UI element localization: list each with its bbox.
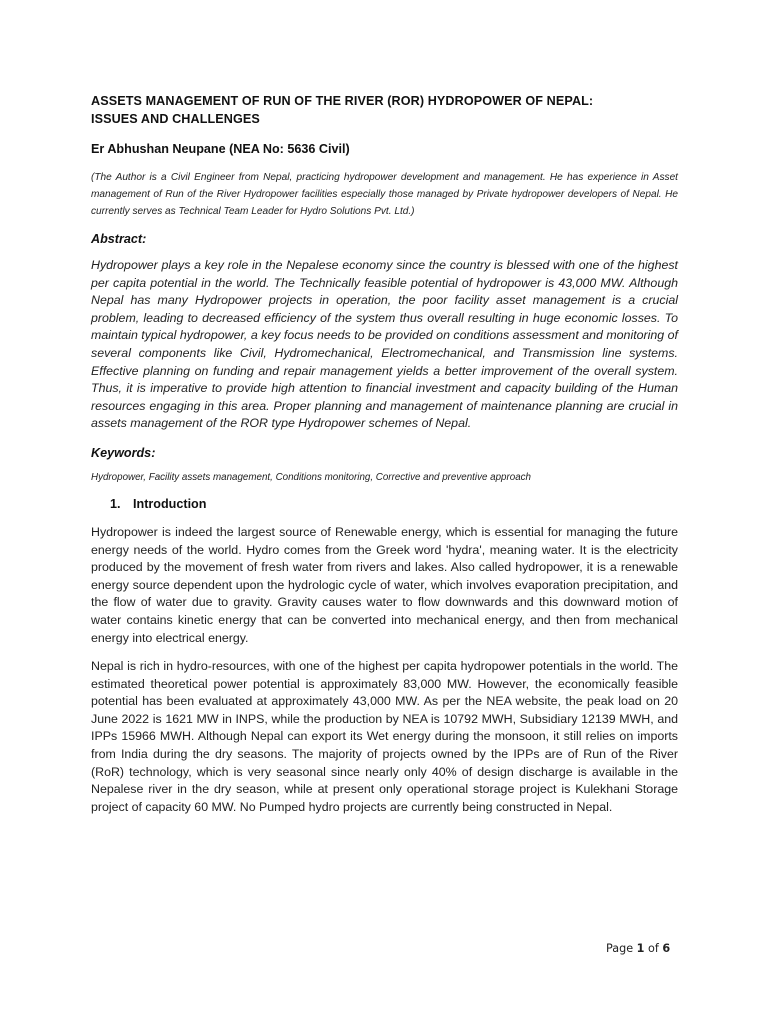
title-line-1: ASSETS MANAGEMENT OF RUN OF THE RIVER (ROR) HYDROPOWER OF NEPAL: <box>91 94 594 108</box>
author-note: (The Author is a Civil Engineer from Nepal, practicing hydropower development and management. He has experience in Asset management of Run of the River Hydropower facilities especially those managed by Private hydropower developers of Nepal. He currently serves as Technical Team Leader for Hydro Solutions Pvt. Ltd.) <box>91 172 678 217</box>
abstract-text: Hydropower plays a key role in the Nepalese economy since the country is blessed with one of the highest per capita potential in the world. The Technically feasible potential of hydropower is 43,000 MW. Although Nepal has many Hydropower projects in operation, the poor facility asset management is a crucial problem, leading to decreased efficiency of the system thus overall resulting in huge economic losses. To maintain typical hydropower, a key focus needs to be provided on conditions assessment and monitoring of several components like Civil, Hydromechanical, Electromechanical, and Transmission line systems. Effective planning on funding and repair management yields a better improvement of the overall system. Thus, it is imperative to provide high attention to financial investment and capacity building of the Human resources engaging in this area. Proper planning and management of maintenance planning are crucial in assets management of the ROR type Hydropower schemes of Nepal. <box>91 258 678 431</box>
of-label: of <box>648 942 659 955</box>
introduction-paragraph-2: Nepal is rich in hydro-resources, with one of the highest per capita hydropower potentials in the world. The estimated theoretical power potential is approximately 83,000 MW. However, the economically feasible potential has been evaluated at approximately 43,000 MW. As per the NEA website, the peak load on 20 June 2022 is 1621 MW in INPS, while the production by NEA is 10792 MWH, Subsidiary 12139 MWH, and IPPs 15966 MWH. Although Nepal can export its Wet energy during the monsoon, it still relies on imports from India during the dry seasons. The majority of projects owned by the IPPs are of Run of the River (RoR) technology, which is very seasonal since nearly only 40% of design discharge is available in the Nepalese river in the dry season, while at present only operational storage project is Kulekhani Storage project of capacity 60 MW. No Pumped hydro projects are currently being constructed in Nepal. <box>91 659 678 814</box>
title-line-2: ISSUES AND CHALLENGES <box>91 112 260 126</box>
section-number: 1. <box>110 496 121 511</box>
page-content <box>91 92 678 827</box>
page-label: Page <box>606 942 634 955</box>
keywords-heading: Keywords: <box>91 445 156 460</box>
section-title: Introduction <box>133 496 207 511</box>
total-pages: 6 <box>662 942 671 955</box>
document-title <box>91 92 678 128</box>
keywords-text: Hydropower, Facility assets management, Conditions monitoring, Corrective and preventive approach <box>91 471 531 483</box>
current-page: 1 <box>636 942 645 955</box>
page-number <box>606 942 670 955</box>
abstract-heading: Abstract: <box>91 232 147 246</box>
section-heading-introduction <box>110 496 678 512</box>
author-name: Er Abhushan Neupane (NEA No: 5636 Civil) <box>91 142 350 156</box>
introduction-paragraph-1: Hydropower is indeed the largest source of Renewable energy, which is essential for managing the future energy needs of the world. Hydro comes from the Greek word 'hydra', meaning water. It is the electricity produced by the movement of fresh water from rivers and lakes. Also called hydropower, it is a renewable energy source dependent upon the hydrologic cycle of water, which involves evaporation precipitation, and the flow of water due to gravity. Gravity causes water to flow downwards and this downward motion of water contains kinetic energy that can be converted into mechanical energy, and then from mechanical energy into electrical energy. <box>91 524 678 645</box>
